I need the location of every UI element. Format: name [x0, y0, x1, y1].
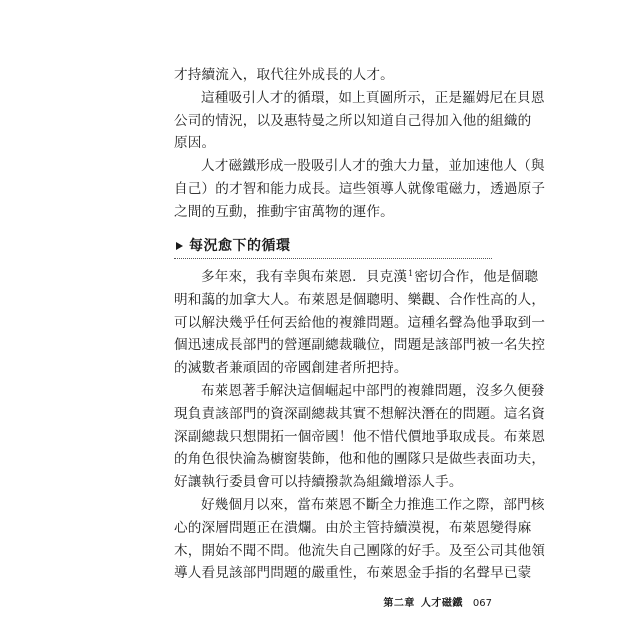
text-line: 好讓執行委員會可以持續撥款為組織增添人手。 — [174, 474, 463, 491]
section-title: 每況愈下的循環 — [189, 238, 291, 254]
text-line: 現負責該部門的資深副總裁其實不想解決潛在的問題。這名資 — [174, 405, 546, 422]
paragraph — [174, 64, 492, 87]
paragraph — [174, 494, 546, 585]
text-line: 導人看見該部門問題的嚴重性，布萊恩金手指的名聲早已蒙 — [174, 565, 532, 582]
text-line: 的角色很快淪為櫥窗裝飾，他和他的團隊只是做些表面功夫， — [174, 451, 546, 468]
bottom-text-block — [174, 266, 546, 585]
text-line: 心的深層問題正在潰爛。由於主管持續漠視，布萊恩變得麻 — [174, 519, 532, 536]
text-segment: 多年來，我有幸與布萊恩．貝克漢 — [201, 269, 408, 285]
text-segment: 密切合作，他是個聰 — [414, 269, 539, 285]
text-line: 好幾個月以來，當布萊恩不斷全力推進工作之際，部門核 — [201, 496, 545, 513]
text-line: 個迅速成長部門的營運副總裁職位，問題是該部門被一名失控 — [174, 337, 546, 354]
page-number: 067 — [472, 598, 492, 609]
text-line: 自己）的才智和能力成長。這些領導人就像電磁力，透過原子 — [174, 180, 546, 197]
text-line: 深副總裁只想開拓一個帝國！他不惜代價地爭取成長。布萊恩 — [174, 428, 546, 445]
text-line: 木，開始不聞不問。他流失自己團隊的好手。及至公司其他領 — [174, 542, 546, 559]
text-line: 原因。 — [174, 135, 216, 152]
chapter-name: 人才磁鐵 — [420, 598, 463, 609]
paragraph — [174, 380, 546, 494]
paragraph — [174, 87, 545, 155]
top-text-block — [174, 64, 546, 224]
footnote-marker: 1 — [408, 269, 414, 278]
text-line: 這種吸引人才的循環，如上頁圖所示，正是羅姆尼在貝恩 — [201, 89, 545, 106]
paragraph — [174, 155, 546, 223]
text-line: 明和藹的加拿大人。布萊恩是個聰明、樂觀、合作性高的人， — [174, 291, 546, 308]
text-line: 之間的互動，推動宇宙萬物的運作。 — [174, 203, 394, 220]
chapter-label: 第二章 — [383, 598, 415, 609]
paragraph — [174, 266, 546, 380]
triangle-right-icon — [176, 242, 183, 250]
text-line — [174, 266, 539, 289]
text-line: 布萊恩著手解決這個崛起中部門的複雜問題，沒多久便發 — [201, 382, 545, 399]
text-line: 的滅數者兼頑固的帝國創建者所把持。 — [174, 360, 408, 377]
text-line: 人才磁鐵形成一股吸引人才的強大力量，並加速他人（與 — [201, 158, 545, 175]
text-line: 才持續流入，取代往外成長的人才。 — [174, 67, 394, 83]
section-heading — [174, 231, 492, 259]
text-line: 可以解決幾乎任何丟給他的複雜問題。這種名聲為他爭取到一 — [174, 314, 546, 331]
section-dotted-rule — [174, 258, 492, 259]
page-footer — [370, 594, 492, 609]
text-line: 公司的情況，以及惠特曼之所以知道自己得加入他的組織的 — [174, 112, 532, 129]
